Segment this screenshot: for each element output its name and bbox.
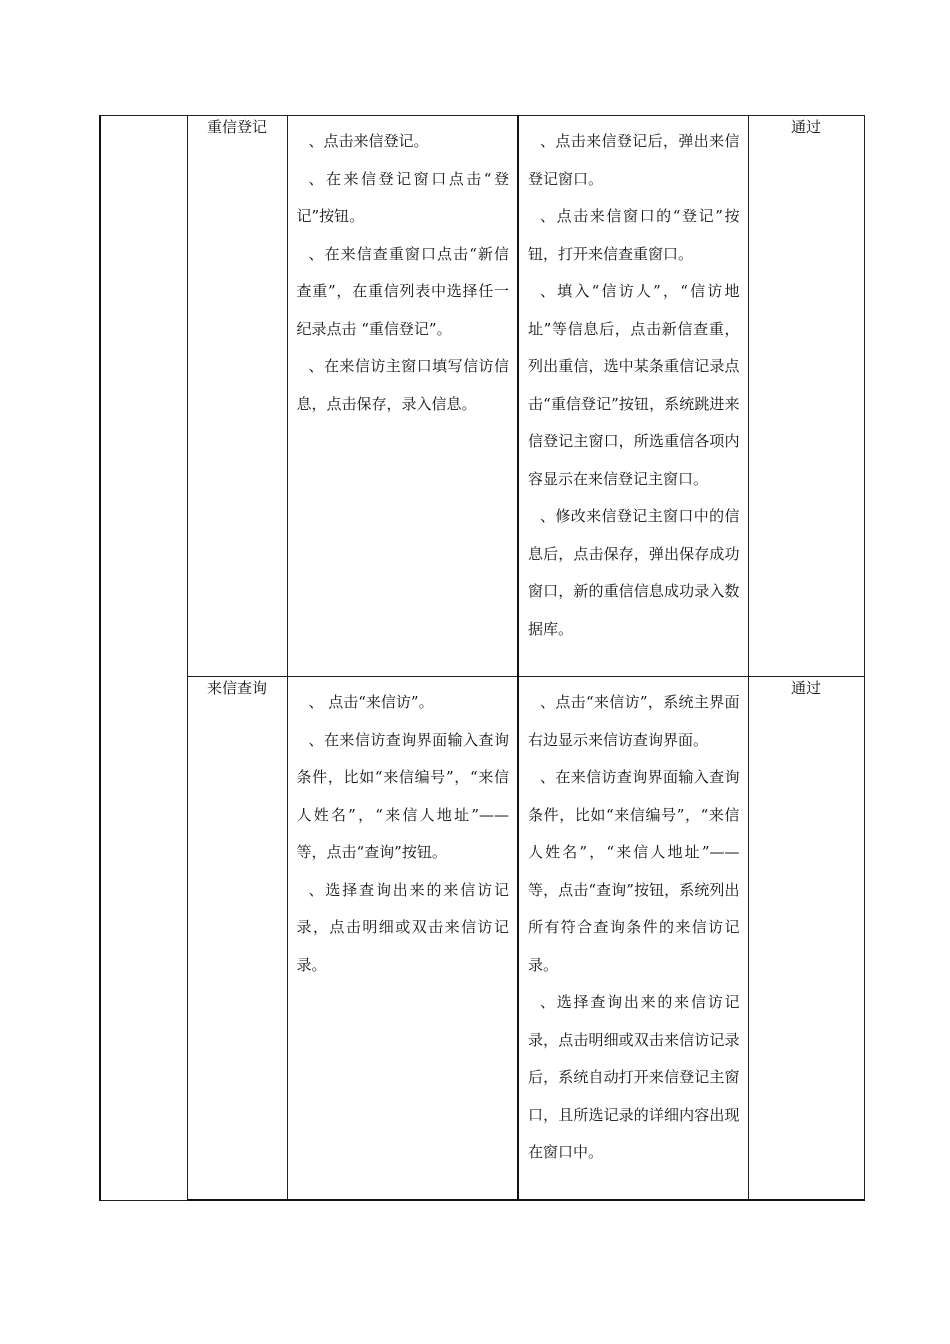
expected-text: 、在来信访查询界面输入查询条件，比如“来信编号”，“来信人姓名”，“来信人地址”——等，点击“查询”按钮，系统列出所有符合查询条件的来信访记录。 — [528, 768, 740, 974]
module-cell — [100, 116, 187, 1201]
expected-text: 、修改来信登记主窗口中的信息后，点击保存，弹出保存成功窗口，新的重信信息成功录入数据库。 — [528, 507, 740, 638]
expected-text: 、填入“信访人”，“信访地址”等信息后，点击新信查重，列出重信，选中某条重信记录点击“重信登记”按钮，系统跳进来信登记主窗口，所选重信各项内容显示在来信登记主窗口。 — [528, 282, 740, 488]
result-cell — [748, 116, 864, 677]
function-name-cell — [187, 116, 287, 677]
function-name: 来信查询 — [206, 679, 267, 697]
step-text: 、在来信查重窗口点击“新信查重”，在重信列表中选择任一纪录点击 “重信登记”。 — [296, 244, 509, 338]
result-cell — [748, 677, 864, 1201]
step-text: 、在来信访查询界面输入查询条件，比如“来信编号”，“来信人姓名”，“来信人地址”——等，点击“查询”按钮。 — [296, 730, 509, 861]
test-case-table — [99, 115, 865, 1201]
step-text: 、 点击“来信访”。 — [308, 693, 434, 711]
expected-text: 、选择查询出来的来信访记录，点击明细或双击来信访记录后，系统自动打开来信登记主窗口，且所选记录的详细内容出现在窗口中。 — [528, 993, 740, 1161]
expected-cell — [518, 677, 748, 1201]
expected-text: 、点击来信窗口的“登记”按钮，打开来信查重窗口。 — [528, 207, 740, 263]
result-text: 通过 — [790, 118, 821, 136]
table-row — [100, 677, 864, 1201]
function-name-cell — [187, 677, 287, 1201]
table-row — [100, 116, 864, 677]
expected-cell — [518, 116, 748, 677]
step-text: 、在来信访主窗口填写信访信息，点击保存，录入信息。 — [296, 357, 509, 413]
step-text: 、在来信登记窗口点击“登记”按钮。 — [296, 169, 509, 225]
step-text: 、点击来信登记。 — [308, 132, 429, 150]
result-text: 通过 — [790, 679, 821, 697]
expected-text: 、点击来信登记后，弹出来信登记窗口。 — [528, 132, 740, 188]
steps-cell — [287, 116, 518, 677]
steps-cell — [287, 677, 518, 1201]
expected-text: 、点击“来信访”，系统主界面右边显示来信访查询界面。 — [528, 693, 740, 749]
function-name: 重信登记 — [206, 118, 267, 136]
step-text: 、选择查询出来的来信访记录，点击明细或双击来信访记录。 — [296, 880, 509, 974]
